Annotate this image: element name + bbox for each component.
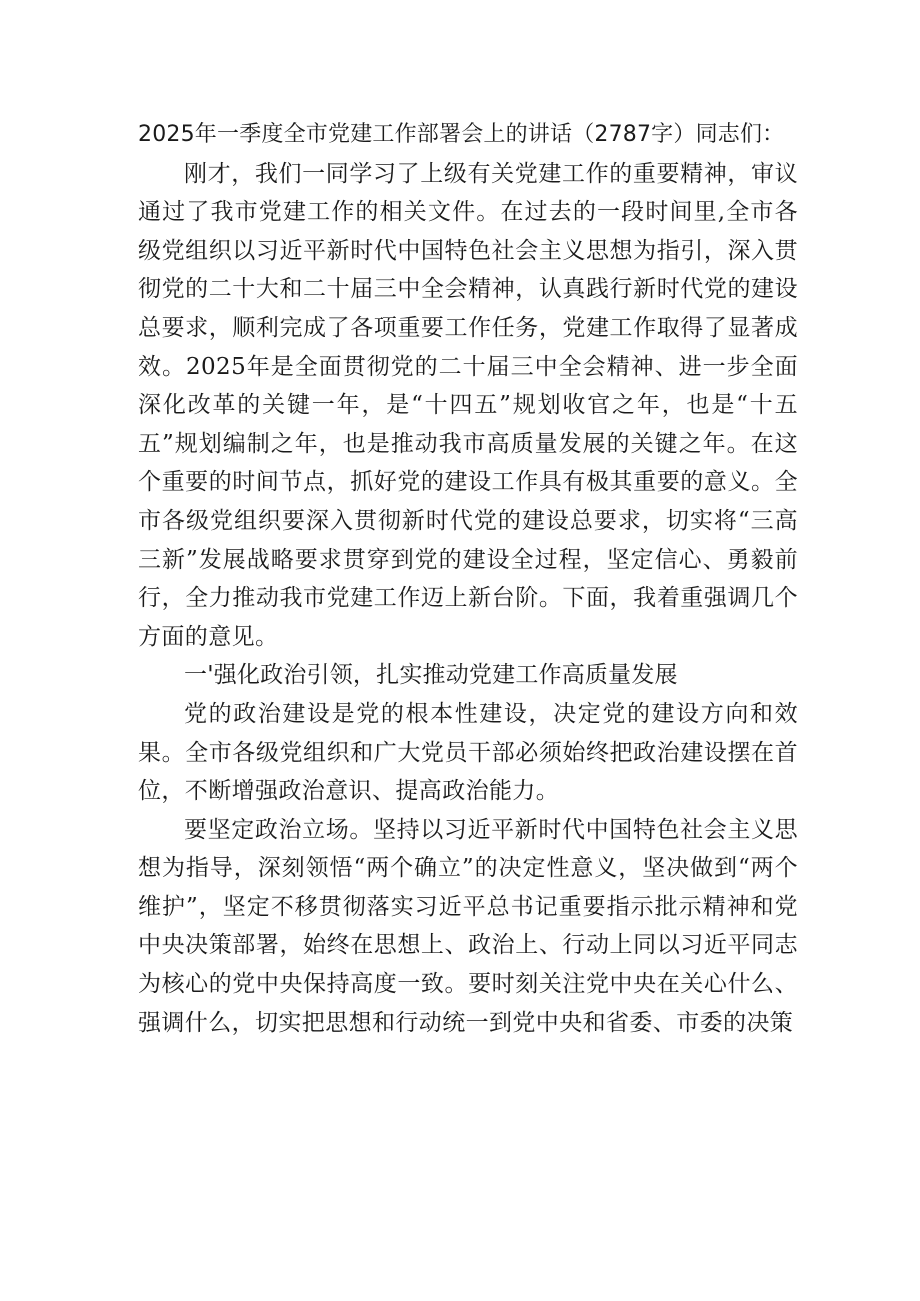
section-paragraph-2: 要坚定政治立场。坚持以习近平新时代中国特色社会主义思想为指导，深刻领悟“两个确立”的决定性意义，坚决做到“两个维护”，坚定不移贯彻落实习近平总书记重要指示批示精神和党中央决策部署，始终在思想上、政治上、行动上同以习近平同志为核心的党中央保持高度一致。要时刻关注党中央在关心什么、强调什么，切实把思想和行动统一到党中央和省委、市委的决策 xyxy=(138,816,798,1036)
intro-paragraph: 刚才，我们一同学习了上级有关党建工作的重要精神，审议通过了我市党建工作的相关文件。在过去的一段时间里,全市各级党组织以习近平新时代中国特色社会主义思想为指引，深入贯彻党的二十大和二十届三中全会精神，认真践行新时代党的建设总要求，顺利完成了各项重要工作任务，党建工作取得了显著成效。2025年是全面贯彻党的二十届三中全会精神、进一步全面深化改革的关键一年，是“十四五”规划收官之年，也是“十五五”规划编制之年，也是推动我市高质量发展的关键之年。在这个重要的时间节点，抓好党的建设工作具有极其重要的意义。全市各级党组织要深入贯彻新时代党的建设总要求，切实将“三高三新”发展战略要求贯穿到党的建设全过程，坚定信心、勇毅前行，全力推动我市党建工作迈上新台阶。下面，我着重强调几个方面的意见。 xyxy=(138,160,798,650)
section-heading: 一'强化政治引领，扎实推动党建工作高质量发展 xyxy=(184,662,678,689)
document-body xyxy=(138,116,798,1042)
document-title: 2025年一季度全市党建工作部署会上的讲话（2787字）同志们： xyxy=(138,122,785,147)
section-paragraph-1: 党的政治建设是党的根本性建设，决定党的建设方向和效果。全市各级党组织和广大党员干部必须始终把政治建设摆在首位，不断增强政治意识、提高政治能力。 xyxy=(138,700,798,805)
